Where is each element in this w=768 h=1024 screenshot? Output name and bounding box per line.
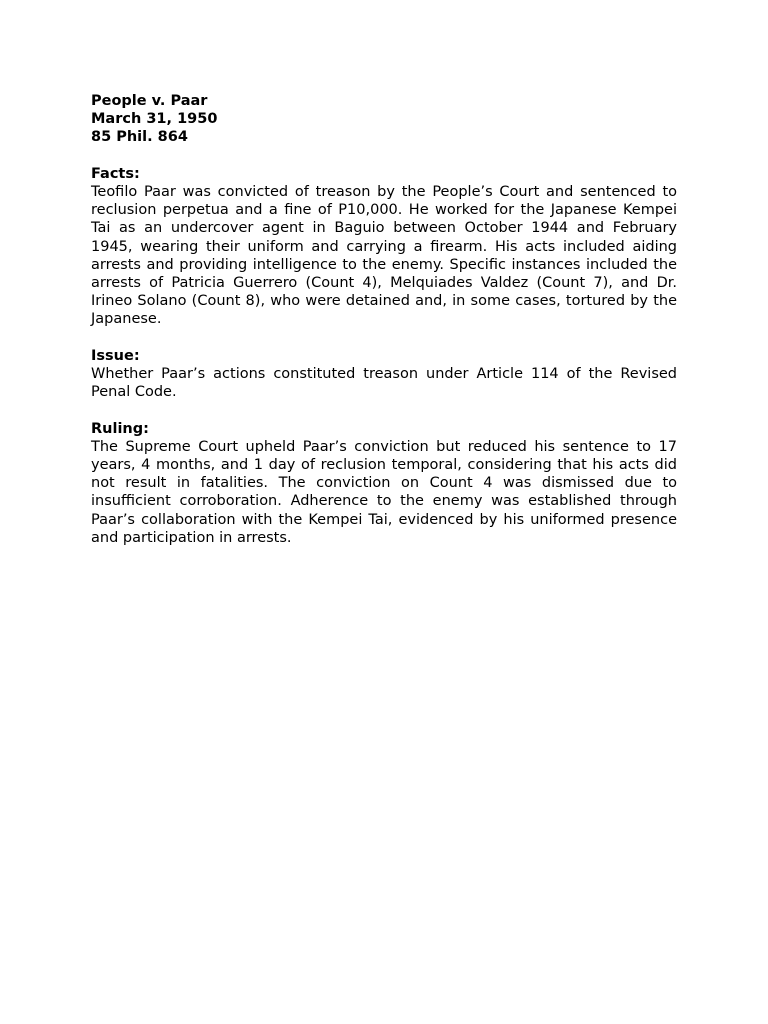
issue-body: Whether Paar’s actions constituted treason under Article 114 of the Revised Penal Code.	[91, 366, 677, 401]
ruling-heading: Ruling:	[91, 420, 149, 437]
facts-body: Teofilo Paar was convicted of treason by the People’s Court and sentenced to reclusion perpetua and a fine of P10,000. He worked for the Japanese Kempei Tai as an undercover agent in Baguio between October 1944 and February 1945, wearing their uniform and carrying a firearm. His acts included aiding arrests and providing intelligence to the enemy. Specific instances included the arrests of Patricia Guerrero (Count 4), Melquiades Valdez (Count 7), and Dr. Irineo Solano (Count 8), who were detained and, in some cases, tortured by the Japanese.	[91, 184, 677, 328]
ruling-body: The Supreme Court upheld Paar’s conviction but reduced his sentence to 17 years, 4 months, and 1 day of reclusion temporal, considering that his acts did not result in fatalities. The conviction on Count 4 was dismissed due to insufficient corroboration. Adherence to the enemy was established through Paar’s collaboration with the Kempei Tai, evidenced by his uniformed presence and participation in arrests.	[91, 438, 677, 546]
case-date: March 31, 1950	[91, 111, 218, 128]
case-title: People v. Paar	[91, 93, 208, 109]
document-page	[91, 92, 677, 547]
case-citation: 85 Phil. 864	[91, 129, 188, 146]
facts-heading: Facts:	[91, 165, 140, 182]
issue-heading: Issue:	[91, 347, 140, 364]
